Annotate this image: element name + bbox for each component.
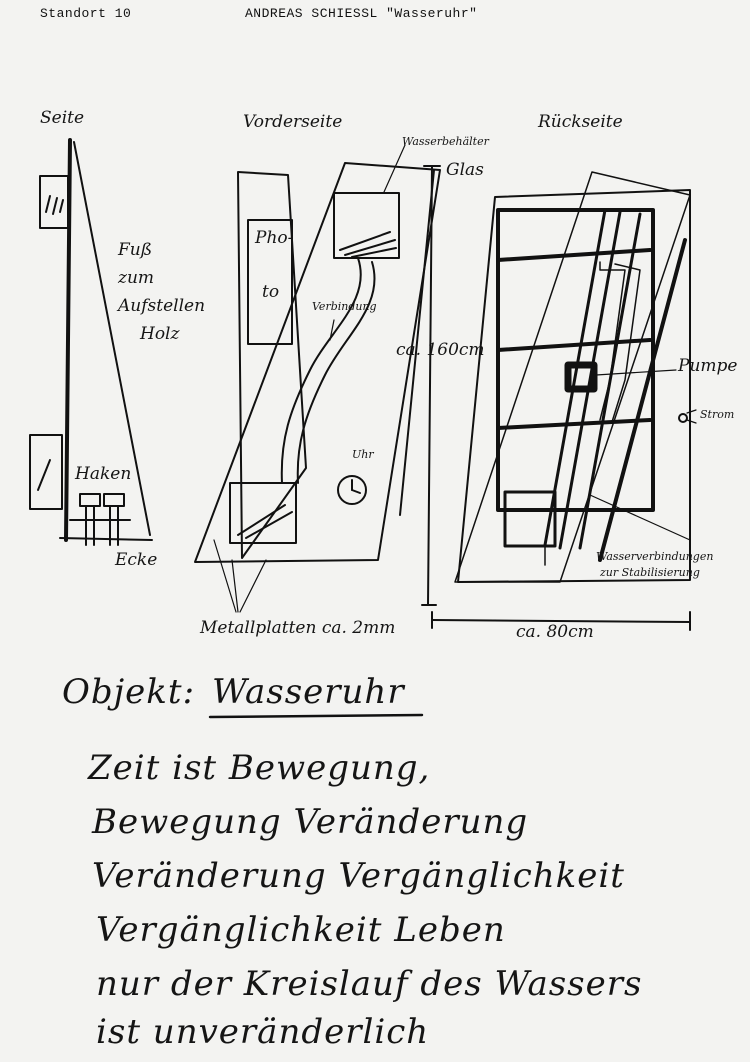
object-label: Objekt: — [62, 672, 196, 712]
connection-label: Verbindung — [312, 300, 377, 313]
front-view-heading: Vorderseite — [243, 112, 343, 132]
side-view-drawing — [30, 140, 155, 545]
note-line-5: nur der Kreislauf des Wassers — [96, 964, 643, 1004]
note-line-6: ist unveränderlich — [96, 1012, 430, 1052]
object-name-underline — [210, 715, 422, 717]
side-view-heading: Seite — [40, 108, 85, 128]
glass-label: Glas — [446, 160, 484, 180]
header-title: ANDREAS SCHIESSL "Wasseruhr" — [245, 6, 478, 21]
corner-label: Ecke — [115, 550, 158, 570]
foot-label-line3: Aufstellen — [118, 296, 206, 316]
foot-label-line2: zum — [118, 268, 155, 288]
back-view-drawing — [455, 172, 696, 582]
note-line-1: Zeit ist Bewegung, — [88, 748, 431, 788]
note-line-4: Vergänglichkeit Leben — [96, 910, 506, 950]
pipes-label-line1: Wasserverbindungen — [596, 550, 714, 563]
front-view-drawing — [195, 145, 440, 612]
metal-plates-label: Metallplatten ca. 2mm — [200, 618, 396, 638]
dimension-width-label: ca. 80cm — [516, 622, 594, 642]
water-container-label: Wasserbehälter — [402, 135, 489, 148]
header-location: Standort 10 — [40, 6, 132, 21]
dimension-height-label: ca. 160cm — [396, 340, 485, 360]
photo-label-line2: to — [262, 282, 280, 302]
back-view-heading: Rückseite — [538, 112, 623, 132]
hook-label: Haken — [75, 464, 132, 484]
pump-label: Pumpe — [678, 356, 738, 376]
pipes-label-line2: zur Stabilisierung — [600, 566, 700, 579]
note-line-2: Bewegung Veränderung — [92, 802, 529, 842]
photo-label-line1: Pho- — [255, 228, 294, 248]
foot-label-line1: Fuß — [118, 240, 153, 260]
note-line-3: Veränderung Vergänglichkeit — [92, 856, 625, 896]
object-name: Wasseruhr — [212, 672, 405, 712]
power-label: Strom — [700, 408, 735, 421]
clock-label: Uhr — [352, 448, 374, 461]
foot-label-line4: Holz — [140, 324, 180, 344]
